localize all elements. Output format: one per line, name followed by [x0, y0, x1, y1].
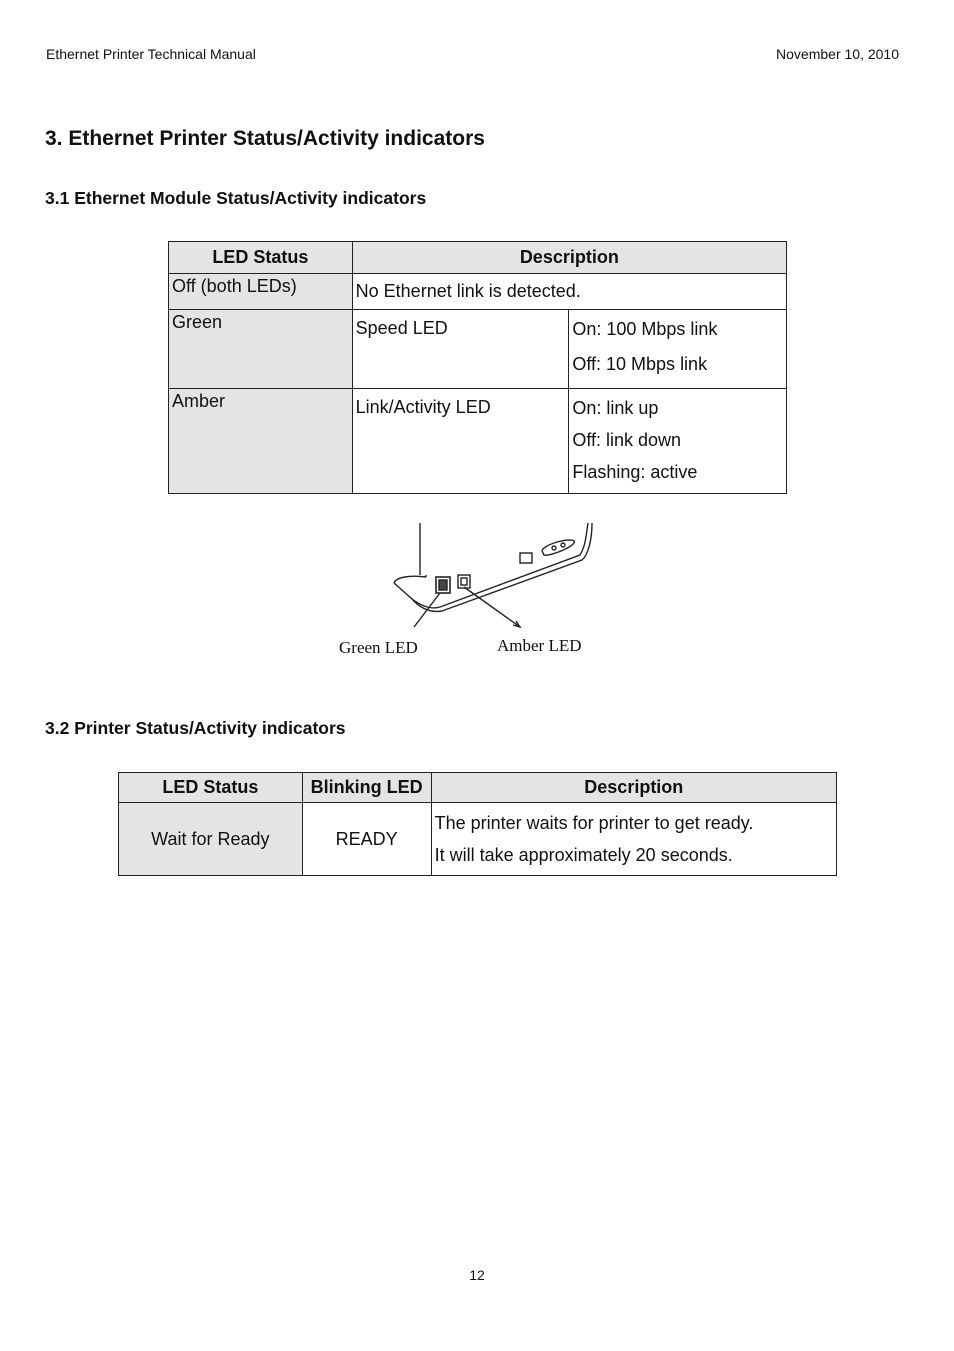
led-status-cell: Green	[169, 310, 353, 389]
green-led-label: Green LED	[339, 638, 418, 657]
header-date: November 10, 2010	[776, 46, 899, 62]
table-header-row	[169, 242, 787, 274]
table-row	[119, 803, 837, 876]
led-details-cell	[569, 389, 787, 494]
table-row	[169, 310, 787, 389]
subsection-title-3-2: 3.2 Printer Status/Activity indicators	[45, 718, 346, 738]
led-name-cell: Speed LED	[352, 310, 569, 389]
description-line: The printer waits for printer to get ready.	[434, 813, 754, 833]
led-status-cell: Off (both LEDs)	[169, 274, 353, 310]
printer-led-figure	[330, 515, 610, 670]
description-cell: No Ethernet link is detected.	[352, 274, 786, 310]
page-number: 12	[469, 1267, 485, 1283]
blinking-led-cell: READY	[302, 803, 431, 876]
section-title: 3. Ethernet Printer Status/Activity indicators	[45, 127, 485, 150]
led-status-cell: Wait for Ready	[119, 803, 303, 876]
detail-line: On: link up	[572, 398, 659, 418]
table-row	[169, 274, 787, 310]
led-name-cell: Link/Activity LED	[352, 389, 569, 494]
description-line: It will take approximately 20 seconds.	[434, 845, 733, 865]
header-title: Ethernet Printer Technical Manual	[46, 46, 256, 62]
detail-line: On: 100 Mbps link	[572, 319, 718, 339]
detail-line: Flashing: active	[572, 462, 698, 482]
detail-line: Off: 10 Mbps link	[572, 354, 708, 374]
table-row	[169, 389, 787, 494]
amber-led-label: Amber LED	[497, 636, 582, 655]
column-header-description: Description	[431, 773, 836, 803]
description-cell	[431, 803, 836, 876]
led-status-cell: Amber	[169, 389, 353, 494]
column-header-description: Description	[352, 242, 786, 274]
printer-status-led-table	[118, 772, 837, 876]
ethernet-module-led-table	[168, 241, 787, 494]
subsection-title-3-1: 3.1 Ethernet Module Status/Activity indicators	[45, 188, 427, 208]
column-header-led-status: LED Status	[119, 773, 303, 803]
led-details-cell	[569, 310, 787, 389]
detail-line: Off: link down	[572, 430, 682, 450]
column-header-led-status: LED Status	[169, 242, 353, 274]
table-header-row	[119, 773, 837, 803]
column-header-blinking-led: Blinking LED	[302, 773, 431, 803]
